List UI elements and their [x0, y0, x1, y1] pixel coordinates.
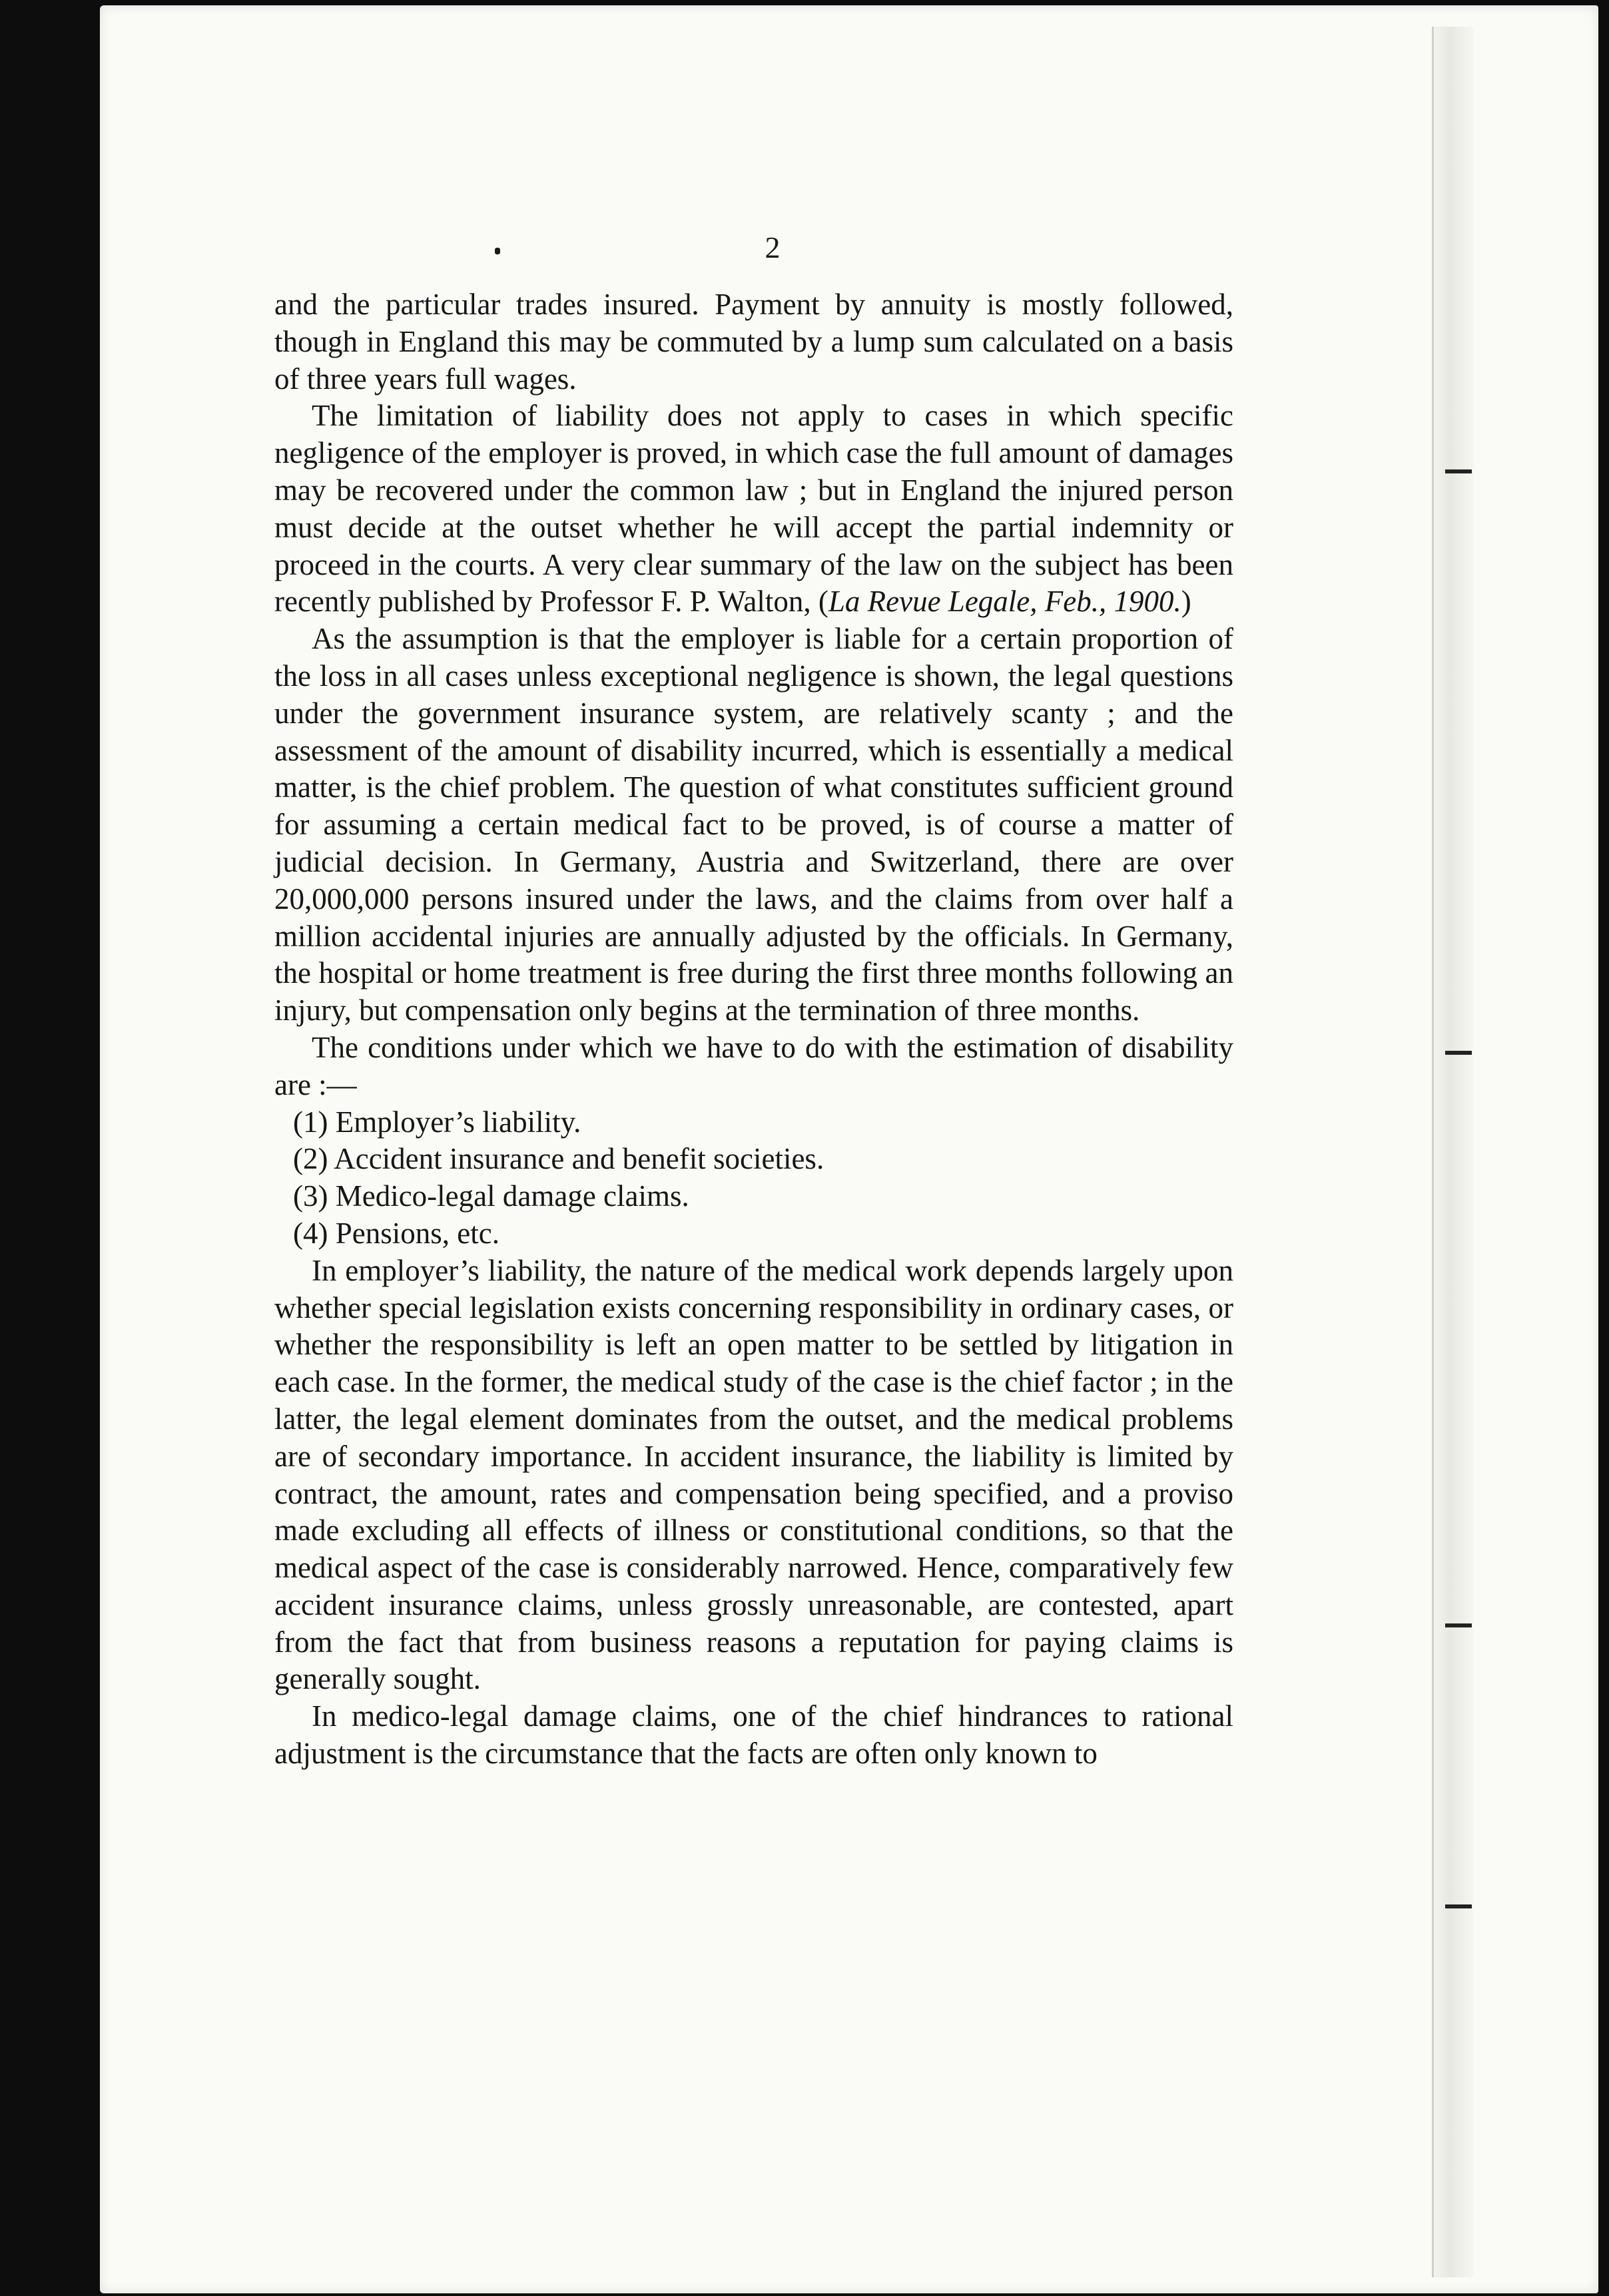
list-item: (3) Medico-legal damage claims. — [293, 1179, 689, 1213]
paragraph: In medico-legal damage claims, one of the chief hindrances to rational adjustment is the circumstance that the facts are often only known to — [274, 1699, 1233, 1771]
page-edge-mark — [1445, 1051, 1472, 1055]
citation: La Revue Legale, Feb., 1900. — [828, 585, 1181, 619]
page-edge-mark — [1445, 1904, 1472, 1908]
body-text — [274, 286, 1233, 1773]
ink-speck — [495, 248, 500, 254]
paragraph: The conditions under which we have to do with the estimation of disability are :— — [274, 1030, 1233, 1101]
paragraph-text: ) — [1181, 585, 1191, 619]
list-item: (2) Accident insurance and benefit societies. — [293, 1142, 824, 1176]
paragraph — [274, 398, 1233, 621]
page-edge-mark — [1445, 469, 1472, 473]
list-item: (1) Employer’s liability. — [293, 1105, 581, 1139]
page-number: 2 — [765, 230, 781, 264]
adjacent-page-edge — [1432, 27, 1474, 2277]
paragraph: and the particular trades insured. Payment by annuity is mostly followed, though in England this may be commuted by a lump sum calculated on a basis of three years full wages. — [274, 288, 1233, 396]
paragraph-text: The limitation of liability does not apply to cases in which specific negligence of the employer is proved, in which case the full amount of damages may be recovered under the common law ; but in England the injured person must decide at the outset whether he will accept the partial indemnity or proceed in the courts. A very clear summary of the law on the subject has been recently published by Professor F. P. Walton, ( — [274, 399, 1233, 619]
page-edge-mark — [1445, 1623, 1472, 1627]
list-item: (4) Pensions, etc. — [293, 1216, 499, 1250]
paragraph: As the assumption is that the employer is liable for a certain proportion of the loss in all cases unless exceptional negligence is shown, the legal questions under the government insurance system, are relatively scanty ; and the assessment of the amount of disability incurred, which is essentially a medical matter, is the chief problem. The question of what constitutes sufficient ground for assuming a certain medical fact to be proved, is of course a matter of judicial decision. In Germany, Austria and Switzerland, there are over 20,000,000 persons insured under the laws, and the claims from over half a million accidental injuries are annually adjusted by the officials. In Germany, the hospital or home treatment is free during the first three months following an injury, but compensation only begins at the termination of three months. — [274, 622, 1233, 1027]
paragraph: In employer’s liability, the nature of the medical work depends largely upon whether special legislation exists concerning responsibility in ordinary cases, or whether the responsibility is left an open matter to be settled by litigation in each case. In the former, the medical study of the case is the chief factor ; in the latter, the legal element dominates from the outset, and the medical problems are of secondary importance. In accident insurance, the liability is limited by contract, the amount, rates and compensation being specified, and a proviso made excluding all effects of illness or constitutional conditions, so that the medical aspect of the case is considerably narrowed. Hence, comparatively few accident insurance claims, unless grossly unreasonable, are contested, apart from the fact that from business reasons a reputation for paying claims is generally sought. — [274, 1253, 1233, 1696]
